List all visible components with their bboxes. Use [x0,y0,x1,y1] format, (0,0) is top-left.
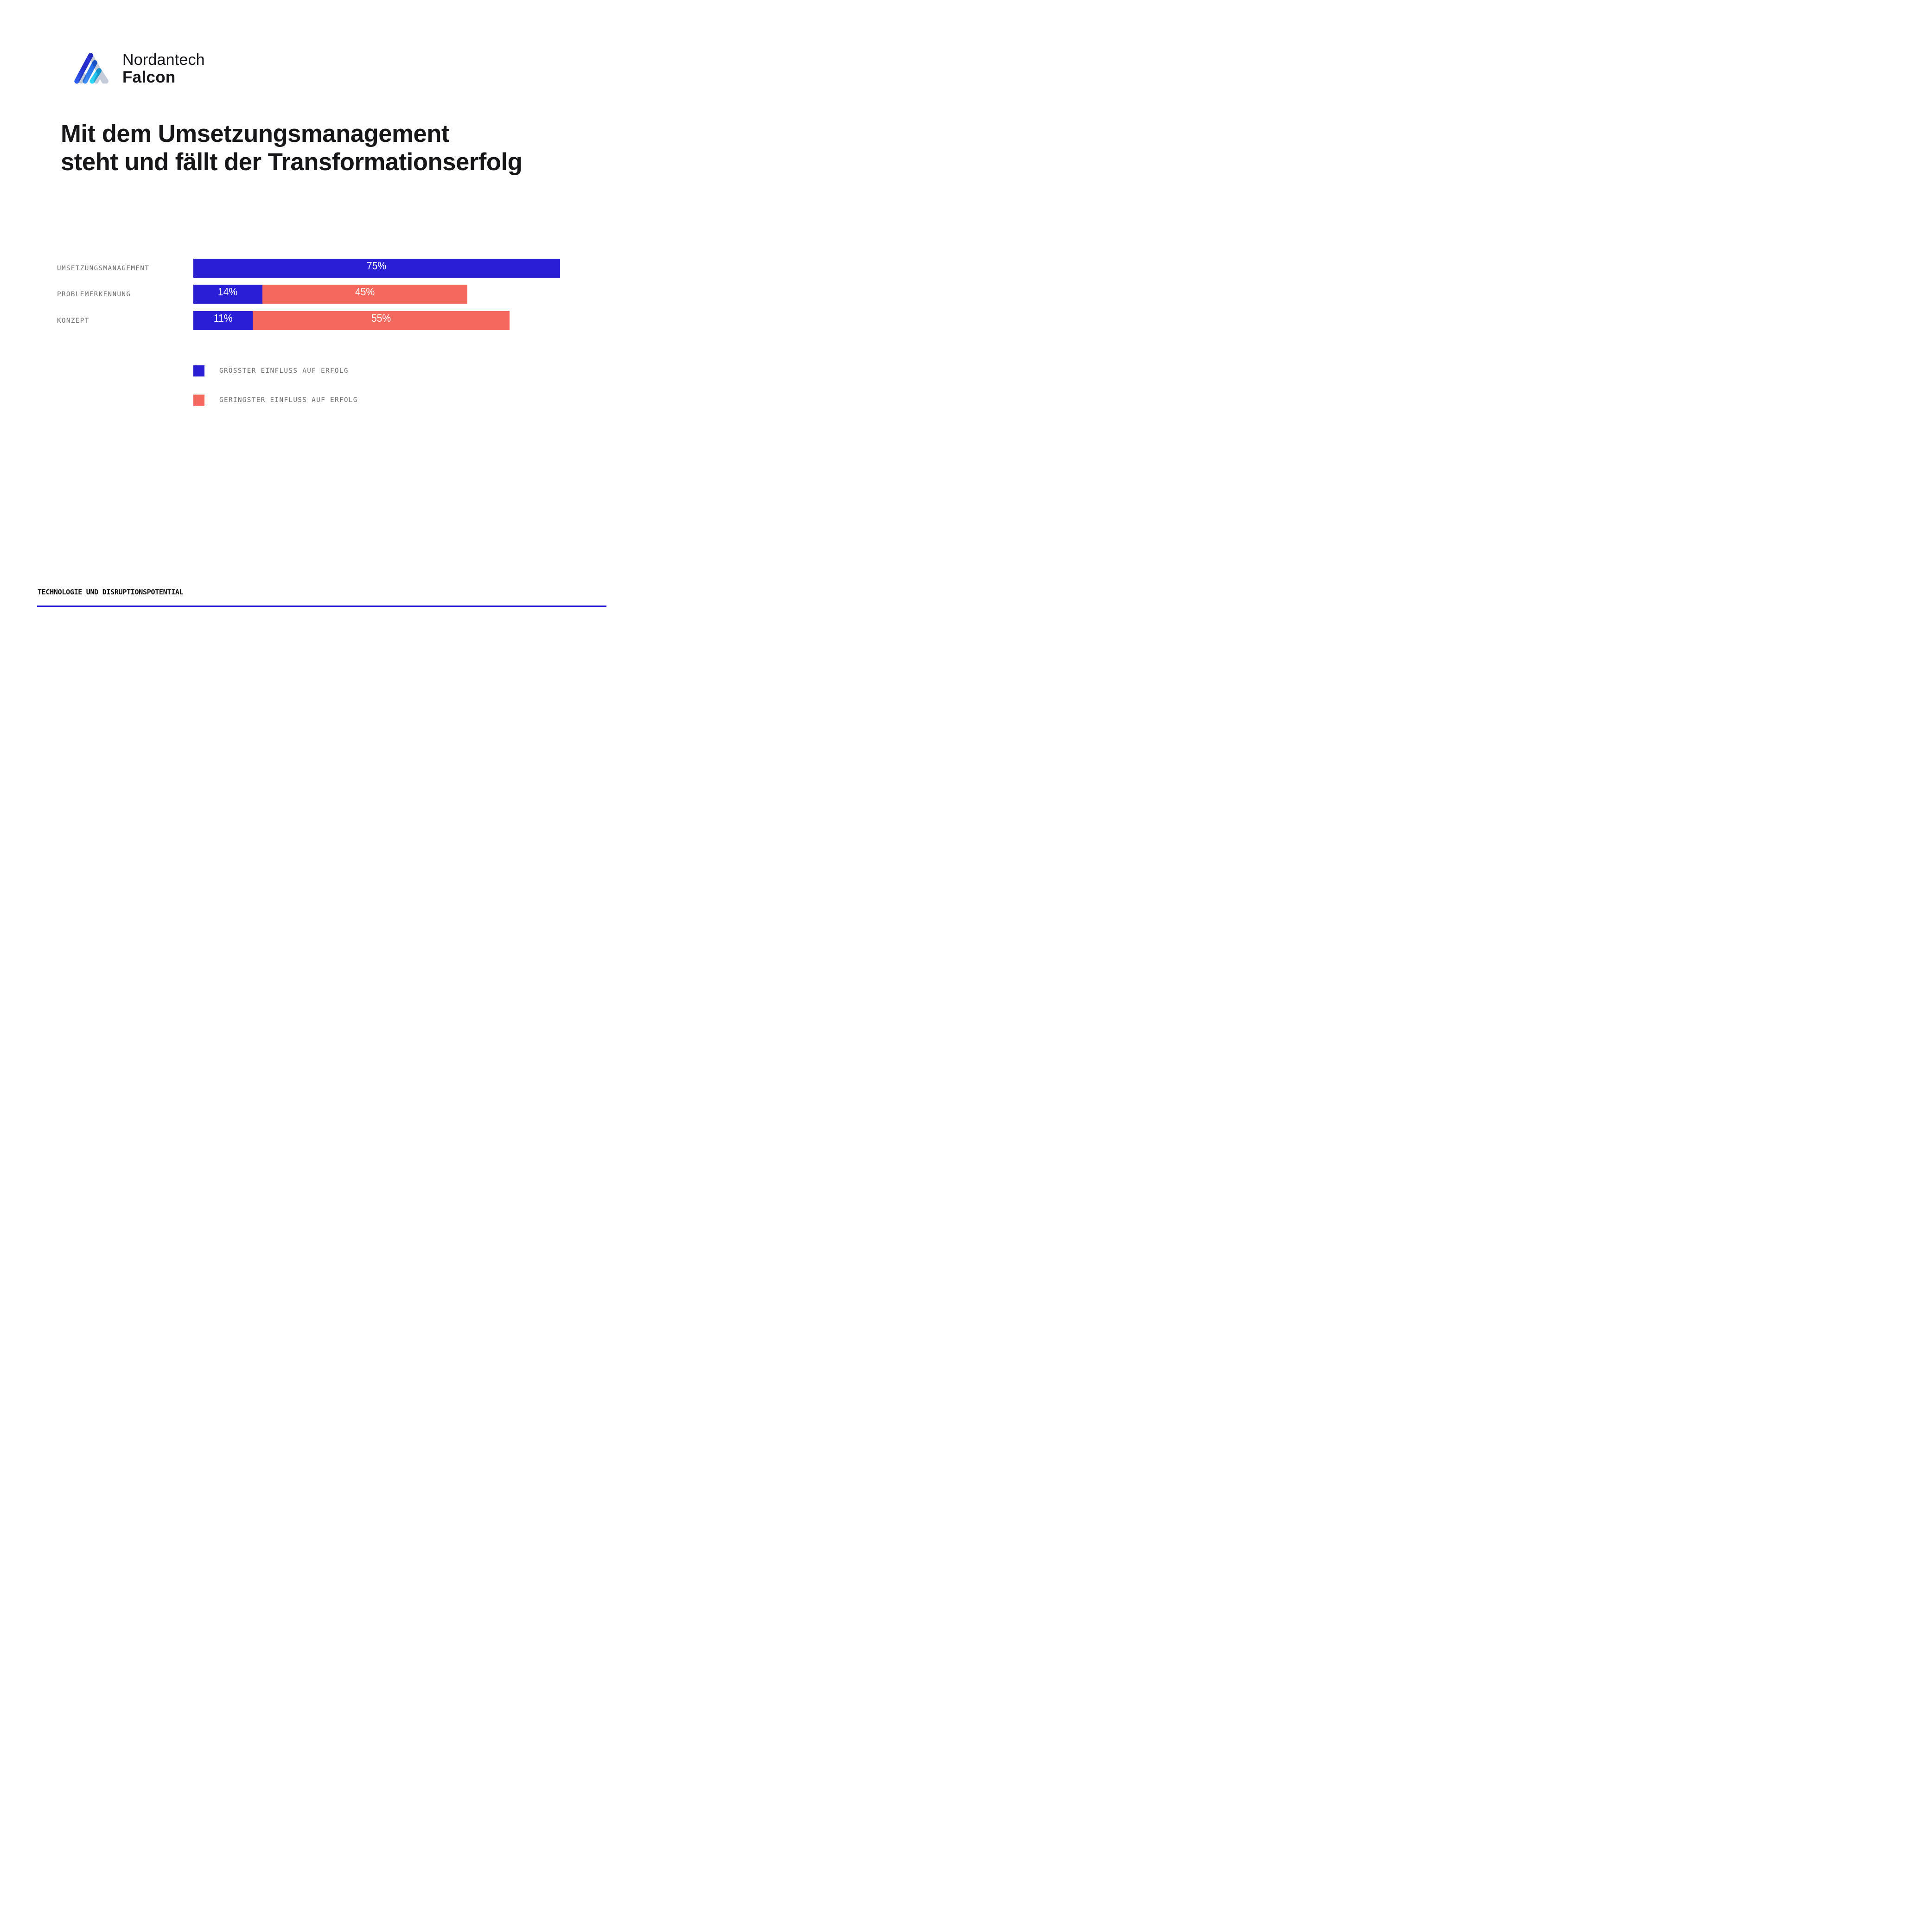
category-label: UMSETZUNGSMANAGEMENT [57,264,150,272]
bar-value: 55% [371,312,391,324]
bar-row-umsetzungsmanagement [0,259,644,278]
infographic-page [0,0,644,644]
bar-segment-secondary [262,285,467,304]
legend-item-primary [193,365,349,376]
bar-value: 14% [218,286,238,298]
legend-color-swatch-secondary [193,395,204,406]
bar-segment-primary [193,311,253,330]
logo-product-text: Falcon [122,68,176,86]
legend-label: GERINGSTER EINFLUSS AUF ERFOLG [219,396,358,404]
legend-color-swatch-primary [193,365,204,376]
legend-item-secondary [193,395,358,406]
page-title-line2: steht und fällt der Transformationserfolg [61,148,523,176]
bar-segment-primary [193,259,560,278]
bar-value: 75% [367,260,387,272]
bar-value: 11% [213,312,233,324]
bar-segment-primary [193,285,262,304]
footer-caption: TECHNOLOGIE UND DISRUPTIONSPOTENTIAL [38,588,184,596]
footer-rule [37,606,606,607]
category-label: KONZEPT [57,317,89,325]
bar-value: 45% [355,286,375,298]
page-title-line1: Mit dem Umsetzungsmanagement [61,120,449,147]
bar-row-konzept [0,311,644,330]
legend-label: GRÖSSTER EINFLUSS AUF ERFOLG [219,367,349,375]
bar-row-problemerkennung [0,285,644,304]
bar-segment-secondary [253,311,510,330]
category-label: PROBLEMERKENNUNG [57,290,131,298]
logo-brand-text: Nordantech [122,51,205,69]
stacked-bar-chart [0,0,644,644]
